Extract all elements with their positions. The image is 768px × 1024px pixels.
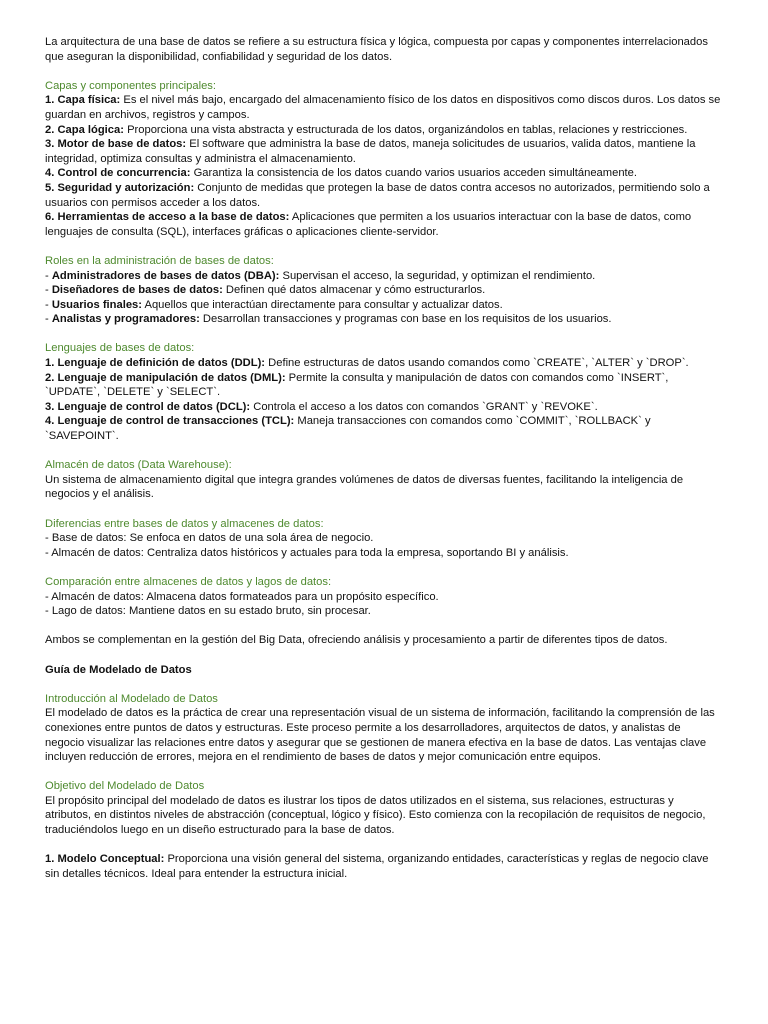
intro-paragraph: La arquitectura de una base de datos se refiere a su estructura física y lógica, compuesta por capas y componentes interrelacionados que aseguran la disponibilidad, confiabilidad y seguridad de los datos. (45, 36, 708, 63)
diferencias-line-1: - Base de datos: Se enfoca en datos de una sola área de negocio. (45, 532, 374, 545)
spacer (45, 239, 721, 254)
capas-heading: Capas y componentes principales: (45, 79, 217, 92)
spacer (45, 765, 721, 780)
capas-item-text: Es el nivel más bajo, encargado del almacenamiento físico de los datos en dispositivos como discos duros. Los datos se guardan en archivos, registros y campos. (45, 94, 721, 121)
list-dash: - (45, 313, 52, 326)
almacen-heading: Almacén de datos (Data Warehouse): (45, 459, 232, 472)
lenguajes-item-text: Define estructuras de datos usando comandos como `CREATE`, `ALTER` y `DROP`. (265, 357, 689, 370)
capas-item-text: Aplicaciones que permiten a los usuarios interactuar con la base de datos, como lenguajes de consulta (SQL), interfaces gráficas o aplicaciones cliente-servidor. (45, 211, 692, 238)
roles-item-text: Aquellos que interactúan directamente para consultar y actualizar datos. (142, 298, 503, 311)
spacer (45, 64, 721, 79)
lenguajes-item-1 (45, 356, 721, 371)
lenguajes-heading: Lenguajes de bases de datos: (45, 342, 195, 355)
objetivo-text: El propósito principal del modelado de datos es ilustrar los tipos de datos utilizados en el sistema, sus relaciones, estructuras y atributos, en distintos niveles de abstracción (conceptual, lógico y físico). Esto comienza con la recopilación de requisitos de negocio, traduciéndolos luego en un diseño estructurado para la base de datos. (45, 794, 706, 837)
comparacion-line-2: - Lago de datos: Mantiene datos en su estado bruto, sin procesar. (45, 605, 371, 618)
capas-item-3 (45, 137, 721, 166)
list-dash: - (45, 298, 52, 311)
capas-item-2 (45, 123, 721, 138)
spacer (45, 327, 721, 342)
introduccion-heading: Introducción al Modelado de Datos (45, 692, 218, 705)
roles-item-text: Desarrollan transacciones y programas con base en los requisitos de los usuarios. (199, 313, 612, 326)
capas-item-term: 6. Herramientas de acceso a la base de datos: (45, 211, 290, 224)
introduccion-text: El modelado de datos es la práctica de crear una representación visual de un sistema de información, facilitando la comprensión de las conexiones entre puntos de datos y estructuras. Este proceso permite a los desarrolladores, arquitectos de datos, y analistas de negocio visualizar las relaciones entre datos y asegurar que se gestionen de manera efectiva en la base de datos. Las ventajas clave incluyen reducción de errores, mejora en el rendimiento de bases de datos y mejor comunicación entre equipos. (45, 707, 715, 764)
diferencias-line-2: - Almacén de datos: Centraliza datos históricos y actuales para toda la empresa, soportando BI y análisis. (45, 546, 569, 559)
capas-item-1 (45, 93, 721, 122)
roles-item-2 (45, 283, 721, 298)
lenguajes-item-3 (45, 400, 721, 415)
modelo-conceptual-text: Proporciona una visión general del sistema, organizando entidades, características y reglas de negocio clave sin detalles técnicos. Ideal para entender la estructura inicial. (45, 853, 709, 880)
spacer (45, 560, 721, 575)
modelo-conceptual-term: 1. Modelo Conceptual: (45, 853, 165, 866)
capas-item-text: Proporciona una vista abstracta y estructurada de los datos, organizándolos en tablas, relaciones y restricciones. (123, 123, 688, 136)
capas-item-term: 2. Capa lógica: (45, 123, 124, 136)
capas-item-term: 4. Control de concurrencia: (45, 167, 191, 180)
lenguajes-item-text: Controla el acceso a los datos con comandos `GRANT` y `REVOKE`. (250, 400, 598, 413)
spacer (45, 677, 721, 692)
capas-item-5 (45, 181, 721, 210)
lenguajes-item-text: Permite la consulta y manipulación de datos con comandos como `INSERT`, `UPDATE`, `DELETE` y `SELECT`. (45, 371, 669, 399)
comparacion-line-1: - Almacén de datos: Almacena datos formateados para un propósito específico. (45, 590, 439, 603)
capas-item-term: 5. Seguridad y autorización: (45, 181, 195, 194)
roles-item-4 (45, 312, 721, 327)
roles-heading: Roles en la administración de bases de datos: (45, 254, 274, 267)
capas-item-6 (45, 210, 721, 239)
lenguajes-item-4 (45, 414, 721, 443)
capas-item-4 (45, 166, 721, 181)
document-page (45, 35, 721, 881)
roles-item-term: Diseñadores de bases de datos: (51, 284, 223, 297)
spacer (45, 444, 721, 459)
roles-item-1 (45, 269, 721, 284)
objetivo-heading: Objetivo del Modelado de Datos (45, 780, 205, 793)
capas-item-text: El software que administra la base de datos, maneja solicitudes de usuarios, valida datos, mantiene la integridad, optimiza consultas y administra el almacenamiento. (45, 138, 696, 165)
lenguajes-item-2 (45, 371, 721, 400)
spacer (45, 648, 721, 663)
lenguajes-item-term: 2. Lenguaje de manipulación de datos (DML): (45, 371, 286, 384)
ambos-paragraph: Ambos se complementan en la gestión del Big Data, ofreciendo análisis y procesamiento a partir de diferentes tipos de datos. (45, 634, 668, 647)
capas-item-term: 1. Capa física: (45, 94, 121, 107)
capas-item-text: Garantiza la consistencia de los datos cuando varios usuarios acceden simultáneamente. (190, 167, 637, 180)
capas-item-text: Conjunto de medidas que protegen la base de datos contra accesos no autorizados, permitiendo solo a usuarios con permisos acceder a los datos. (45, 181, 710, 209)
roles-item-term: Administradores de bases de datos (DBA): (51, 269, 280, 282)
roles-item-text: Supervisan el acceso, la seguridad, y optimizan el rendimiento. (279, 269, 596, 282)
spacer (45, 502, 721, 517)
lenguajes-item-term: 1. Lenguaje de definición de datos (DDL): (45, 357, 266, 370)
almacen-text: Un sistema de almacenamiento digital que integra grandes volúmenes de datos de diversas fuentes, facilitando la inteligencia de negocios y el análisis. (45, 473, 684, 501)
lenguajes-item-term: 4. Lenguaje de control de transacciones (TCL): (45, 415, 295, 428)
roles-item-term: Usuarios finales: (51, 298, 142, 311)
spacer (45, 619, 721, 634)
roles-item-3 (45, 298, 721, 313)
roles-item-text: Definen qué datos almacenar y cómo estructurarlos. (222, 284, 486, 297)
lenguajes-item-text: Maneja transacciones con comandos como `COMMIT`, `ROLLBACK` y `SAVEPOINT`. (45, 415, 651, 443)
guia-title: Guía de Modelado de Datos (45, 663, 192, 676)
list-dash: - (45, 269, 52, 282)
modelo-conceptual-paragraph (45, 852, 721, 881)
comparacion-heading: Comparación entre almacenes de datos y lagos de datos: (45, 575, 332, 588)
spacer (45, 838, 721, 853)
roles-item-term: Analistas y programadores: (51, 313, 200, 326)
diferencias-heading: Diferencias entre bases de datos y almacenes de datos: (45, 517, 324, 530)
list-dash: - (45, 284, 52, 297)
lenguajes-item-term: 3. Lenguaje de control de datos (DCL): (45, 400, 251, 413)
capas-item-term: 3. Motor de base de datos: (45, 138, 187, 151)
